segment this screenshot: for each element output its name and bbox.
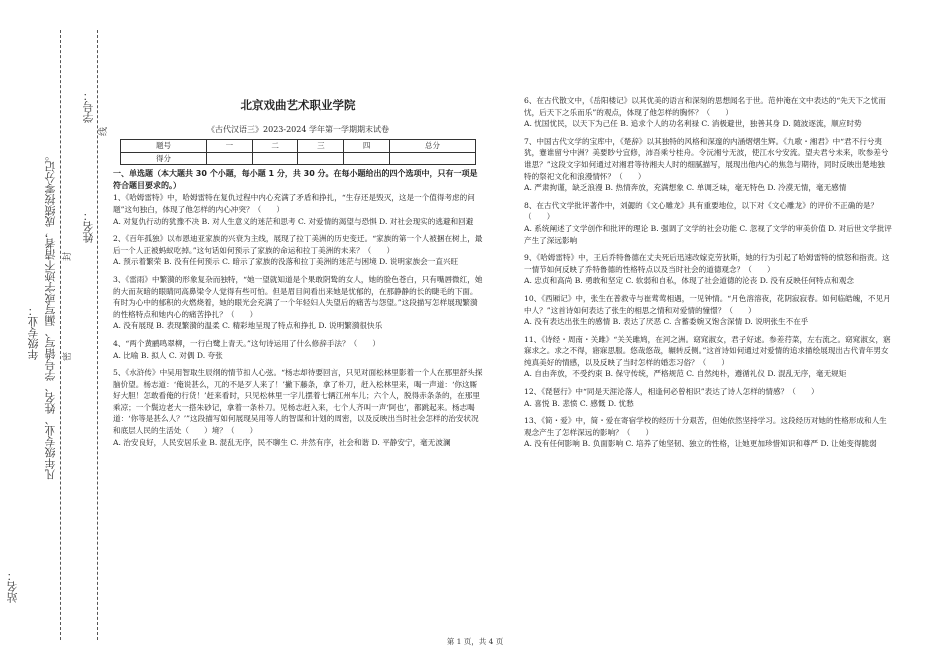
question-stem: 2、《百年孤独》以布恩迪亚家族的兴衰为主线，展现了拉丁美洲的历史变迁。“家族的第一个人被捆在树上，最后一个人正被蚂蚁吃掉。”这句话如何预示了家族的命运和拉丁美洲的未来？（ ） [113,234,483,255]
question-stem: 11、《诗经・周南・关雎》“关关雎鸠，在河之洲。窈窕淑女，君子好逑。参差荇菜，左右流之。窈窕淑女，寤寐求之。求之不得，寤寐思服。悠哉悠哉，辗转反侧。”这首诗如何通过对爱情的追求描绘展现出古代青年男女纯真美好的情感，以及反映了当时怎样的婚恋习俗？（ ） [524,334,891,367]
question-8 [524,200,892,246]
student-id-label: 学号： [82,90,95,123]
score-header-cell: 题号 [121,140,207,153]
question-1 [113,192,483,227]
score-row-label: 得分 [121,152,207,165]
question-options: A. 没有任何影响 B. 负面影响 C. 培养了她坚韧、独立的性格，让她更加珍惜知识和尊严 D. 让她变得脆弱 [524,439,877,449]
question-options: A. 忧国忧民，以天下为己任 B. 追求个人的功名利禄 C. 消极避世，独善其身 D. 随波逐流，顺应时势 [524,119,862,129]
question-stem: 7、中国古代文学的宝库中，《楚辞》以其独特的风格和深邃的内涵熠熠生辉。《九歌・湘君》中“君不行兮夷犹，蹇谁留兮中洲？美要眇兮宜修，沛吾乘兮桂舟。令沅湘兮无波，使江水兮安流。望夫君兮未来，吹参差兮谁思？”这段文字如何通过对湘君等待湘夫人时的细腻描写，展现出他内心的焦急与期待，同时反映出楚地独特的祭祀文化和浪漫情怀？（ ） [524,136,889,181]
left-column [113,100,483,454]
question-stem: 5、《水浒传》中吴用智取生辰纲的情节扣人心弦。“杨志却待要回言，只见对面松林里影着一个人在那里舒头探脑价望。杨志道：‘俺说甚么，兀的不是歹人来了！’撇下藤条，拿了朴刀，赶入松林里来，喝一声道：‘你这厮好大胆！怎敢看俺的行货！’赶来看时，只见松林里一字儿摆着七辆江州车儿；六个人，脱得赤条条的，在那里乘凉；一个鬓边老大一搭朱砂记，拿着一条朴刀。见杨志赶入来，七个人齐叫一声‘阿也’，都跳起来。杨志喝道：‘你等是甚么人？’”这段描写如何展现吴用等人的智谋和计划的周密，以及反映出当时社会怎样的治安状况和底层人民的生活处（ ）境？（ ） [113,368,483,436]
page-footer: 第 1 页，共 4 页 [446,637,504,646]
right-column [524,95,892,456]
score-header-cell: 四 [344,140,390,153]
score-cell [252,152,298,165]
seal-mark-mi: 密 [63,351,74,362]
exam-subtitle: 《古代汉语三》2023-2024 学年第一学期期末试卷 [207,124,389,134]
cut-line-inner [60,30,61,640]
question-options: A. 喜悦 B. 悲愤 C. 感慨 D. 忧愁 [524,398,634,408]
question-12 [524,386,892,409]
question-stem: 10、《西厢记》中，张生在普救寺与崔莺莺相遇，一见钟情。“月色溶溶夜，花阴寂寂春。如何临皓魄，不见月中人？”这首诗如何表达了张生的相思之情和对爱情的憧憬？（ ） [524,293,891,315]
question-stem: 13、《简・爱》中，简・爱在寄宿学校的经历十分艰苦，但她依然坚持学习。这段经历对她的性格形成和人生观念产生了怎样深远的影响？（ ） [524,416,887,437]
score-cell [298,152,344,165]
question-10 [524,293,892,328]
seal-mark-feng: 封 [63,251,74,262]
score-header-cell: 一 [207,140,253,153]
site-label: 站名： [6,570,19,603]
question-11 [524,334,892,380]
seal-mark-xian: 线 [99,126,110,137]
question-stem: 6、在古代散文中，《岳阳楼记》以其优美的语言和深刻的思想闻名于世。范仲淹在文中表达的“先天下之忧而忧，后天下之乐而乐”的观点，体现了他怎样的胸怀？（ ） [524,96,886,117]
question-stem: 3、《雷雨》中繁漪的形象复杂而独特，“她一望就知道是个果敢阴鸷的女人，她的脸色苍白，只有嘴唇微红，她的大而灰暗的眼睛同高鼻梁令人觉得有些可怕。但是眉目间看出来她是忧郁的，在那静静的长的睫毛的下面。有时为心中的郁积的火燃烧着，她的眼光会充满了一个年轻妇人失望后的痛苦与怨望。”这段描写怎样展现繁漪的性格特点和她内心的痛苦挣扎？（ ） [113,274,483,319]
binding-notice: 凡年级专业、姓名、学号错写、漏写或字迹不清者，成绩按零分记。 [44,150,57,480]
cut-line-outer [97,30,98,640]
question-stem: 4、“两个黄鹂鸣翠柳，一行白鹭上青天。”这句诗运用了什么修辞手法？（ ） [113,338,380,348]
question-stem: 9、《哈姆雷特》中，王后乔特鲁德在丈夫死后迅速改嫁克劳狄斯，她的行为引起了哈姆雷特的愤怒和指责。这一情节如何反映了乔特鲁德的性格特点以及当时社会的道德观念？（ ） [524,253,890,274]
question-6 [524,95,892,130]
question-options: A. 系统阐述了文学创作和批评的理论 B. 强调了文学的社会功能 C. 忽视了文学的审美价值 D. 对后世文学批评产生了深远影响 [524,223,892,245]
score-header-cell: 三 [298,140,344,153]
score-table [120,139,476,165]
question-options: A. 对复仇行动的犹豫不决 B. 对人生意义的迷茫和思考 C. 对爱情的渴望与恐惧 D. 对社会现实的逃避和回避 [113,216,474,226]
score-cell [207,152,253,165]
question-stem: 1、《哈姆雷特》中，哈姆雷特在复仇过程中内心充满了矛盾和挣扎，“生存还是毁灭，这是一个值得考虑的问题”这句独白，体现了他怎样的内心冲突？（ ） [113,193,475,214]
question-stem: 8、在古代文学批评著作中，刘勰的《文心雕龙》具有重要地位，以下对《文心雕龙》的评价不正确的是？（ ） [524,200,879,222]
question-4 [113,338,483,361]
question-9 [524,252,892,287]
name-label: 姓名： [82,210,95,243]
school-title: 北京戏曲艺术职业学院 [240,98,356,112]
question-options: A. 治安良好，人民安居乐业 B. 混乱无序，民不聊生 C. 井然有序，社会和谐 D. 平静安宁，毫无波澜 [113,437,451,447]
question-stem: 12、《琵琶行》中“同是天涯沦落人，相逢何必曾相识”表达了诗人怎样的情感？（ ） [524,387,819,397]
question-13 [524,415,892,450]
score-table-score-row [121,152,476,165]
question-3 [113,274,483,332]
question-2 [113,233,483,268]
score-header-cell: 二 [252,140,298,153]
question-options: A. 没有展现 B. 表现繁漪的温柔 C. 精彩地呈现了特点和挣扎 D. 说明繁漪很快乐 [113,321,383,331]
question-options: A. 自由奔放，不受约束 B. 保守传统，严格规范 C. 自然纯朴，遵循礼仪 D. 混乱无序，毫无规矩 [524,369,847,379]
score-cell [344,152,390,165]
score-header-cell: 总分 [389,140,475,153]
section-heading: 一、单选题（本大题共 30 个小题，每小题 1 分，共 30 分。在每小题给出的四个选项中，只有一项是符合题目要求的。） [113,169,478,190]
question-7 [524,136,892,194]
question-options: A. 严肃拘谨，缺乏浪漫 B. 热情奔放，充满想象 C. 单调乏味，毫无特色 D. 冷漠无情，毫无感情 [524,183,847,193]
question-options: A. 预示着繁荣 B. 没有任何预示 C. 暗示了家族的没落和拉丁美洲的迷茫与困境 D. 说明家族会一直兴旺 [113,257,459,267]
question-options: A. 比喻 B. 拟人 C. 对偶 D. 夸张 [113,350,223,360]
question-5 [113,367,483,448]
question-options: A. 忠贞和高尚 B. 勇敢和坚定 C. 软弱和自私，体现了社会道德的沦丧 D. 没有反映任何特点和观念 [524,276,854,286]
binding-margin [0,0,115,672]
question-options: A. 没有表达出张生的感情 B. 表达了厌恶 C. 含蓄委婉又饱含深情 D. 说明张生不在乎 [524,317,809,327]
grade-major-label: 年级专业： [27,305,40,360]
score-cell [389,152,475,165]
score-table-header-row [121,140,476,153]
